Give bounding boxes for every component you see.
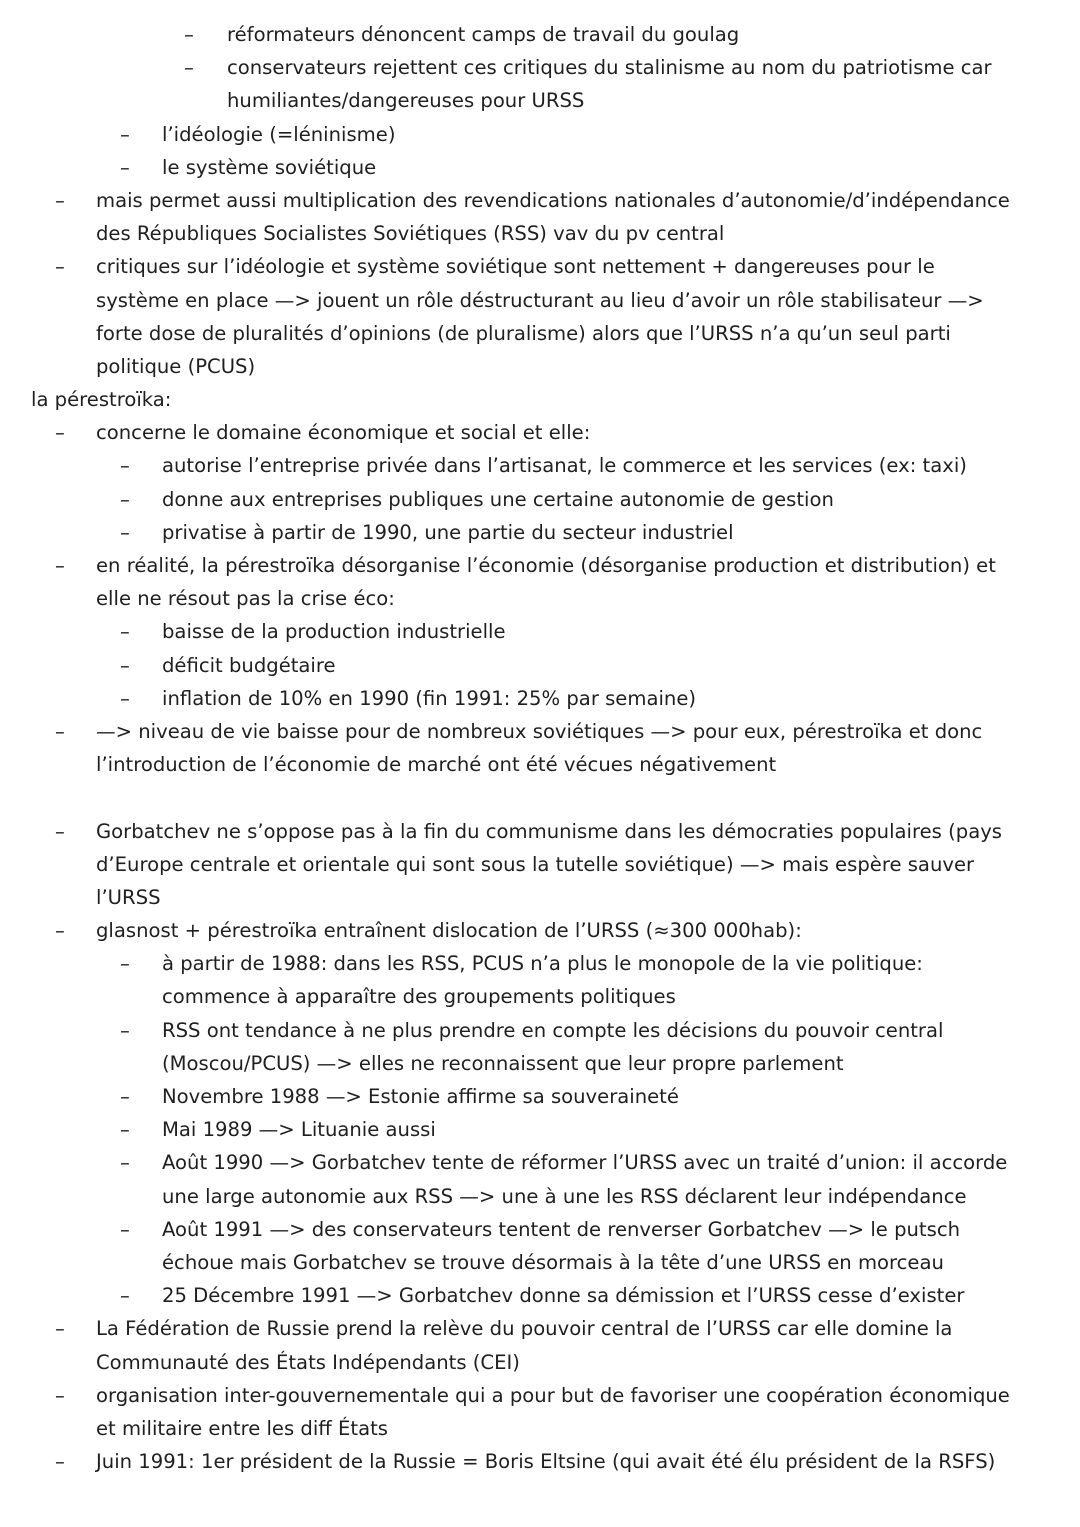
bullet-dash: – — [120, 653, 130, 677]
note-line — [0, 1014, 1080, 1047]
note-line — [0, 51, 1080, 84]
bullet-dash: – — [55, 1317, 65, 1341]
note-line — [0, 383, 1080, 416]
bullet-dash: – — [120, 1085, 130, 1108]
note-line — [0, 449, 1080, 482]
bullet-dash: – — [120, 122, 130, 146]
note-line — [0, 1047, 1080, 1080]
bullet-dash: – — [55, 421, 65, 445]
note-text: (Moscou/PCUS) —> elles ne reconnaissent que leur propre parlement — [162, 1051, 844, 1075]
note-text: mais permet aussi multiplication des revendications nationales d’autonomie/d’indépendance — [96, 188, 1010, 212]
note-line — [0, 1412, 1080, 1445]
bullet-dash: – — [55, 819, 65, 843]
note-line — [0, 615, 1080, 648]
note-text: et militaire entre les diff États — [96, 1416, 388, 1440]
note-text: le système soviétique — [162, 155, 377, 179]
note-line — [0, 184, 1080, 217]
bullet-dash: – — [120, 686, 130, 710]
note-line — [0, 151, 1080, 184]
note-line — [0, 118, 1080, 151]
note-text: forte dose de pluralités d’opinions (de pluralisme) alors que l’URSS n’a qu’un seul parti — [96, 321, 951, 345]
note-text: humiliantes/dangereuses pour URSS — [227, 89, 585, 113]
note-line — [0, 350, 1080, 383]
note-text: Communauté des États Indépendants (CEI) — [96, 1350, 520, 1374]
note-line — [0, 1346, 1080, 1379]
note-line — [0, 815, 1080, 848]
note-line — [0, 848, 1080, 881]
note-line — [0, 1312, 1080, 1345]
bullet-dash: – — [55, 719, 65, 743]
note-line — [0, 682, 1080, 715]
note-line — [0, 715, 1080, 748]
note-text: Novembre 1988 —> Estonie affirme sa souveraineté — [162, 1085, 679, 1108]
note-line — [0, 1180, 1080, 1213]
note-text: elle ne résout pas la crise éco: — [96, 587, 395, 611]
note-text: Mai 1989 —> Lituanie aussi — [162, 1118, 436, 1142]
note-text: inflation de 10% en 1990 (fin 1991: 25% par semaine) — [162, 686, 697, 710]
note-text: glasnost + pérestroïka entraînent dislocation de l’URSS (≈300 000hab): — [96, 919, 802, 943]
note-line — [0, 18, 1080, 51]
note-text: l’idéologie (=léninisme) — [162, 122, 396, 146]
note-line — [0, 1379, 1080, 1412]
blank-line — [0, 781, 1080, 814]
note-text: des Républiques Socialistes Soviétiques (RSS) vav du pv central — [96, 222, 725, 246]
note-text: conservateurs rejettent ces critiques du stalinisme au nom du patriotisme car — [227, 56, 992, 80]
note-text: l’introduction de l’économie de marché ont été vécues négativement — [96, 753, 777, 777]
bullet-dash: – — [55, 1450, 65, 1474]
bullet-dash: – — [120, 1217, 130, 1241]
note-text: l’URSS — [96, 885, 161, 909]
note-line — [0, 748, 1080, 781]
note-line — [0, 1279, 1080, 1312]
bullet-dash: – — [184, 56, 194, 80]
bullet-dash: – — [55, 554, 65, 577]
note-line — [0, 1213, 1080, 1246]
bullet-dash: – — [120, 155, 130, 179]
note-line — [0, 1146, 1080, 1179]
note-line — [0, 250, 1080, 283]
bullet-dash: – — [120, 620, 130, 644]
note-text: à partir de 1988: dans les RSS, PCUS n’a plus le monopole de la vie politique: — [162, 952, 923, 976]
notes-document — [0, 18, 1080, 1478]
note-text: —> niveau de vie baisse pour de nombreux soviétiques —> pour eux, pérestroïka et donc — [96, 719, 983, 743]
bullet-dash: – — [55, 188, 65, 212]
note-text: baisse de la production industrielle — [162, 620, 506, 644]
bullet-dash: – — [120, 1151, 130, 1175]
note-line — [0, 947, 1080, 980]
note-text: autorise l’entreprise privée dans l’artisanat, le commerce et les services (ex: taxi) — [162, 454, 967, 478]
note-text: système en place —> jouent un rôle déstructurant au lieu d’avoir un rôle stabilisateur —> — [96, 288, 984, 312]
note-text: d’Europe centrale et orientale qui sont sous la tutelle soviétique) —> mais espère sauver — [96, 852, 975, 876]
note-text: politique (PCUS) — [96, 354, 256, 378]
note-text: Gorbatchev ne s’oppose pas à la fin du communisme dans les démocraties populaires (pays — [96, 819, 1003, 843]
note-text: en réalité, la pérestroïka désorganise l’économie (désorganise production et distribution) et — [96, 554, 996, 577]
note-text: 25 Décembre 1991 —> Gorbatchev donne sa démission et l’URSS cesse d’exister — [162, 1284, 965, 1308]
note-line — [0, 217, 1080, 250]
bullet-dash: – — [120, 1118, 130, 1142]
note-line — [0, 416, 1080, 449]
bullet-dash: – — [55, 919, 65, 943]
note-text: critiques sur l’idéologie et système soviétique sont nettement + dangereuses pour le — [96, 255, 935, 279]
note-line — [0, 649, 1080, 682]
note-line — [0, 1445, 1080, 1478]
note-text: La Fédération de Russie prend la relève du pouvoir central de l’URSS car elle domine la — [96, 1317, 953, 1341]
bullet-dash: – — [120, 454, 130, 478]
bullet-dash: – — [55, 255, 65, 279]
bullet-dash: – — [120, 520, 130, 544]
note-text: Août 1990 —> Gorbatchev tente de réformer l’URSS avec un traité d’union: il accorde — [162, 1151, 1008, 1175]
note-text: échoue mais Gorbatchev se trouve désormais à la tête d’une URSS en morceau — [162, 1250, 944, 1274]
note-line — [0, 1080, 1080, 1113]
note-line — [0, 549, 1080, 582]
bullet-dash: – — [120, 952, 130, 976]
note-line — [0, 483, 1080, 516]
note-line — [0, 914, 1080, 947]
note-text: déficit budgétaire — [162, 653, 336, 677]
note-text: la pérestroïka: — [31, 388, 172, 412]
note-text: Juin 1991: 1er président de la Russie = Boris Eltsine (qui avait été élu président de la RSFS) — [96, 1450, 996, 1474]
note-text: une large autonomie aux RSS —> une à une les RSS déclarent leur indépendance — [162, 1184, 967, 1208]
note-text: Août 1991 —> des conservateurs tentent de renverser Gorbatchev —> le putsch — [162, 1217, 961, 1241]
note-line — [0, 516, 1080, 549]
note-line — [0, 980, 1080, 1013]
bullet-dash: – — [184, 23, 194, 46]
note-line — [0, 317, 1080, 350]
note-line — [0, 84, 1080, 117]
note-text: organisation inter-gouvernementale qui a pour but de favoriser une coopération économique — [96, 1383, 1010, 1407]
note-line — [0, 881, 1080, 914]
note-text: RSS ont tendance à ne plus prendre en compte les décisions du pouvoir central — [162, 1018, 944, 1042]
note-text: concerne le domaine économique et social et elle: — [96, 421, 591, 445]
note-line — [0, 582, 1080, 615]
note-text: donne aux entreprises publiques une certaine autonomie de gestion — [162, 487, 834, 511]
bullet-dash: – — [120, 1284, 130, 1308]
note-text: réformateurs dénoncent camps de travail du goulag — [227, 23, 740, 46]
bullet-dash: – — [120, 487, 130, 511]
bullet-dash: – — [55, 1383, 65, 1407]
note-line — [0, 1113, 1080, 1146]
note-text: privatise à partir de 1990, une partie du secteur industriel — [162, 520, 734, 544]
note-line — [0, 1246, 1080, 1279]
note-line — [0, 284, 1080, 317]
note-text: commence à apparaître des groupements politiques — [162, 985, 676, 1009]
bullet-dash: – — [120, 1018, 130, 1042]
